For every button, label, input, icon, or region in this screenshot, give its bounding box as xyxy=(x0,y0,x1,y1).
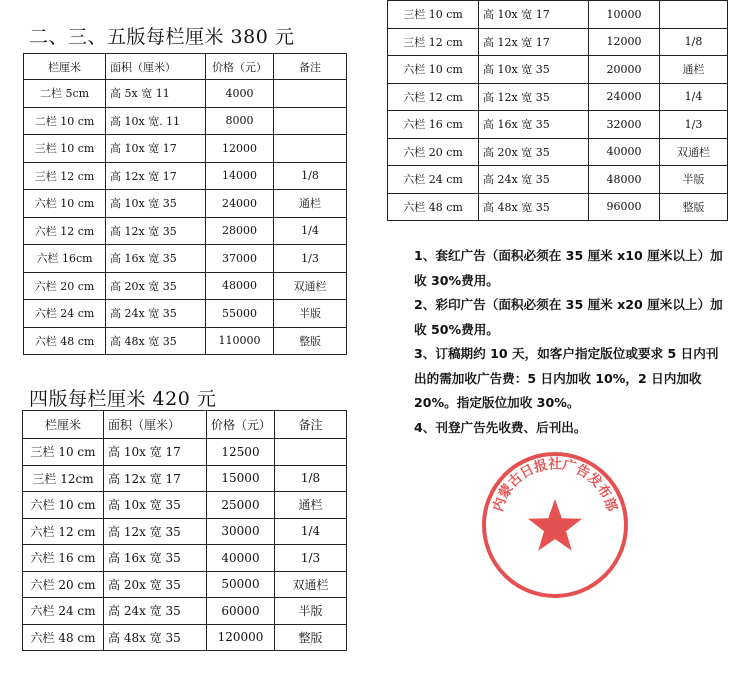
cell-price: 50000 xyxy=(207,571,275,598)
cell-column-cm: 六栏 20 cm xyxy=(23,571,104,598)
seal-star-icon xyxy=(528,499,582,551)
cell-area: 高 24x 宽 35 xyxy=(106,300,206,328)
header-remark: 备注 xyxy=(274,54,347,80)
cell-column-cm: 三栏 10 cm xyxy=(23,439,104,466)
cell-area: 高 10x 宽 35 xyxy=(106,190,206,218)
cell-area: 高 12x 宽 35 xyxy=(106,217,206,245)
cell-column-cm: 六栏 16cm xyxy=(24,245,106,273)
cell-remark: 半版 xyxy=(660,166,728,194)
cell-price: 37000 xyxy=(206,245,274,273)
table-row xyxy=(388,193,728,221)
table-row xyxy=(24,190,347,218)
table-row xyxy=(388,56,728,84)
header-column-cm: 栏厘米 xyxy=(23,411,104,439)
cell-price: 48000 xyxy=(206,272,274,300)
cell-price: 60000 xyxy=(207,598,275,625)
cell-remark xyxy=(274,107,347,135)
table-row xyxy=(388,83,728,111)
table-row xyxy=(24,272,347,300)
header-column-cm: 栏厘米 xyxy=(24,54,106,80)
table-row xyxy=(24,135,347,163)
table-row xyxy=(24,327,347,355)
cell-price: 30000 xyxy=(207,518,275,545)
table-row xyxy=(388,1,728,29)
table-row xyxy=(388,138,728,166)
cell-column-cm: 六栏 24 cm xyxy=(388,166,479,194)
cell-column-cm: 三栏 12 cm xyxy=(24,162,106,190)
table-row xyxy=(23,624,347,651)
cell-remark: 通栏 xyxy=(275,492,347,519)
table-row xyxy=(24,107,347,135)
cell-area: 高 10x 宽 35 xyxy=(104,492,207,519)
cell-area: 高 12x 宽 17 xyxy=(479,28,589,56)
cell-column-cm: 六栏 24 cm xyxy=(24,300,106,328)
official-seal-stamp xyxy=(480,450,630,600)
cell-area: 高 24x 宽 35 xyxy=(479,166,589,194)
cell-price: 28000 xyxy=(206,217,274,245)
note-item: 2、彩印广告（面积必须在 35 厘米 x20 厘米以上）加收 50%费用。 xyxy=(414,297,723,337)
notes-block xyxy=(414,244,726,440)
section1-title: 二、三、五版每栏厘米 380 元 xyxy=(29,26,295,48)
cell-price: 24000 xyxy=(206,190,274,218)
table-header-row xyxy=(23,411,347,439)
cell-area: 高 10x 宽. 11 xyxy=(106,107,206,135)
cell-remark: 1/3 xyxy=(660,111,728,139)
section3-title: 四版每栏厘米 420 元 xyxy=(29,388,217,410)
header-area: 面积（厘米） xyxy=(104,411,207,439)
cell-remark: 双通栏 xyxy=(275,571,347,598)
note-item: 4、刊登广告先收费、后刊出。 xyxy=(414,419,587,435)
cell-price: 24000 xyxy=(589,83,660,111)
note-item: 1、套红广告（面积必须在 35 厘米 x10 厘米以上）加收 30%费用。 xyxy=(414,248,723,288)
cell-remark xyxy=(660,1,728,29)
cell-column-cm: 六栏 20 cm xyxy=(388,138,479,166)
cell-column-cm: 三栏 12cm xyxy=(23,465,104,492)
cell-area: 高 12x 宽 35 xyxy=(479,83,589,111)
cell-remark: 通栏 xyxy=(660,56,728,84)
cell-area: 高 10x 宽 17 xyxy=(479,1,589,29)
cell-remark: 1/4 xyxy=(275,518,347,545)
cell-column-cm: 六栏 48 cm xyxy=(23,624,104,651)
cell-column-cm: 二栏 5cm xyxy=(24,80,106,108)
cell-column-cm: 六栏 10 cm xyxy=(23,492,104,519)
table-row xyxy=(24,300,347,328)
cell-remark: 1/4 xyxy=(274,217,347,245)
price-table-1 xyxy=(23,53,347,355)
table-row xyxy=(23,518,347,545)
cell-area: 高 16x 宽 35 xyxy=(104,545,207,572)
header-price: 价格（元） xyxy=(207,411,275,439)
cell-area: 高 48x 宽 35 xyxy=(106,327,206,355)
cell-area: 高 12x 宽 35 xyxy=(104,518,207,545)
cell-remark: 双通栏 xyxy=(660,138,728,166)
table-row xyxy=(24,162,347,190)
cell-column-cm: 三栏 10 cm xyxy=(24,135,106,163)
cell-price: 40000 xyxy=(589,138,660,166)
cell-price: 48000 xyxy=(589,166,660,194)
cell-price: 12000 xyxy=(589,28,660,56)
seal-text: 内蒙古日报社广告发布部 xyxy=(490,456,620,514)
cell-remark: 1/8 xyxy=(274,162,347,190)
cell-price: 4000 xyxy=(206,80,274,108)
table-row xyxy=(23,439,347,466)
cell-remark: 通栏 xyxy=(274,190,347,218)
table-row xyxy=(388,28,728,56)
cell-remark xyxy=(275,439,347,466)
cell-remark: 1/3 xyxy=(274,245,347,273)
cell-remark: 半版 xyxy=(275,598,347,625)
table-row xyxy=(388,166,728,194)
cell-price: 20000 xyxy=(589,56,660,84)
cell-area: 高 20x 宽 35 xyxy=(104,571,207,598)
cell-remark: 1/8 xyxy=(660,28,728,56)
header-price: 价格（元） xyxy=(206,54,274,80)
table-row xyxy=(24,245,347,273)
cell-column-cm: 六栏 16 cm xyxy=(388,111,479,139)
cell-area: 高 12x 宽 17 xyxy=(106,162,206,190)
cell-column-cm: 六栏 12 cm xyxy=(23,518,104,545)
cell-area: 高 24x 宽 35 xyxy=(104,598,207,625)
header-remark: 备注 xyxy=(275,411,347,439)
cell-price: 55000 xyxy=(206,300,274,328)
price-table-2 xyxy=(387,0,728,221)
cell-column-cm: 六栏 10 cm xyxy=(24,190,106,218)
cell-remark: 整版 xyxy=(660,193,728,221)
cell-price: 12500 xyxy=(207,439,275,466)
cell-price: 15000 xyxy=(207,465,275,492)
cell-remark xyxy=(274,135,347,163)
cell-column-cm: 六栏 12 cm xyxy=(388,83,479,111)
table-row xyxy=(388,111,728,139)
cell-area: 高 5x 宽 11 xyxy=(106,80,206,108)
table-row xyxy=(23,571,347,598)
cell-price: 96000 xyxy=(589,193,660,221)
cell-column-cm: 二栏 10 cm xyxy=(24,107,106,135)
cell-price: 40000 xyxy=(207,545,275,572)
cell-remark: 1/3 xyxy=(275,545,347,572)
cell-column-cm: 六栏 16 cm xyxy=(23,545,104,572)
table-row xyxy=(23,492,347,519)
table-row xyxy=(23,598,347,625)
cell-area: 高 48x 宽 35 xyxy=(104,624,207,651)
cell-column-cm: 六栏 12 cm xyxy=(24,217,106,245)
cell-column-cm: 六栏 48 cm xyxy=(24,327,106,355)
cell-price: 32000 xyxy=(589,111,660,139)
cell-column-cm: 三栏 12 cm xyxy=(388,28,479,56)
note-item: 3、订稿期约 10 天，如客户指定版位或要求 5 日内刊出的需加收广告费：5 日内加收 10%，2 日内加收 20%。指定版位加收 30%。 xyxy=(414,346,719,410)
cell-area: 高 16x 宽 35 xyxy=(479,111,589,139)
cell-area: 高 16x 宽 35 xyxy=(106,245,206,273)
cell-area: 高 10x 宽 17 xyxy=(106,135,206,163)
table-row xyxy=(23,545,347,572)
cell-area: 高 12x 宽 17 xyxy=(104,465,207,492)
cell-remark: 双通栏 xyxy=(274,272,347,300)
cell-price: 12000 xyxy=(206,135,274,163)
cell-remark: 半版 xyxy=(274,300,347,328)
table-row xyxy=(24,217,347,245)
cell-remark: 1/4 xyxy=(660,83,728,111)
cell-remark: 整版 xyxy=(275,624,347,651)
cell-area: 高 10x 宽 35 xyxy=(479,56,589,84)
cell-price: 120000 xyxy=(207,624,275,651)
cell-column-cm: 三栏 10 cm xyxy=(388,1,479,29)
cell-column-cm: 六栏 10 cm xyxy=(388,56,479,84)
cell-area: 高 20x 宽 35 xyxy=(106,272,206,300)
cell-area: 高 10x 宽 17 xyxy=(104,439,207,466)
cell-remark: 1/8 xyxy=(275,465,347,492)
cell-column-cm: 六栏 20 cm xyxy=(24,272,106,300)
table-header-row xyxy=(24,54,347,80)
price-table-3 xyxy=(22,410,347,651)
cell-price: 10000 xyxy=(589,1,660,29)
table-row xyxy=(23,465,347,492)
cell-remark: 整版 xyxy=(274,327,347,355)
table-row xyxy=(24,80,347,108)
cell-column-cm: 六栏 48 cm xyxy=(388,193,479,221)
cell-price: 25000 xyxy=(207,492,275,519)
cell-remark xyxy=(274,80,347,108)
cell-price: 14000 xyxy=(206,162,274,190)
cell-price: 8000 xyxy=(206,107,274,135)
cell-column-cm: 六栏 24 cm xyxy=(23,598,104,625)
header-area: 面积（厘米） xyxy=(106,54,206,80)
cell-area: 高 20x 宽 35 xyxy=(479,138,589,166)
cell-price: 110000 xyxy=(206,327,274,355)
cell-area: 高 48x 宽 35 xyxy=(479,193,589,221)
